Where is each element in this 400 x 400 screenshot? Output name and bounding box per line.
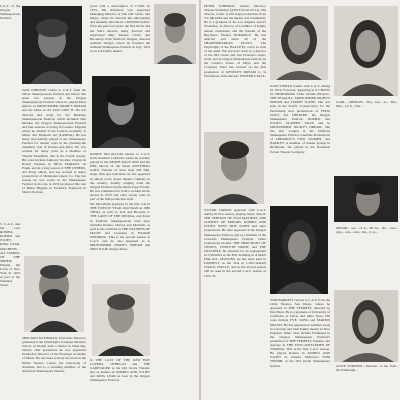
right-col-a-top-text: PETER SCHERGO, Artistic Director, Theater Workshop (ATWT) from UCLA. The director, writer of 100 stage productions from TV, DRAMA and the theater arts community. He is a graduate of the Los Angeles Actor's Workshop, is director of a number of Equity theater companies, and the founder of the Big-Show Theater ROMANCE. He has directed and acted all of the SHAKESPEAREAN PLAYS, The Playwright of the BALLETS, acted in both of the same. His previous work as a director of the Old Globe and San Francisco stage-work, and in Oregon Shakespeare festival. In the Cantor's Scene of Maya and the Conquest, Peter has worked on the first production of GENTLE'S DREAM to 'A Wind Rose of the Ravens' WINTER'S TALE. — [204, 4, 266, 78]
portrait-photo-alice-sorvino — [334, 290, 398, 362]
left-col-b-bio-text: SAM JOHNSON comes to C.A.T. from the Oliver Shakespearean Festival and before that spent two seasons as the Oregon Shakespearean Festival where he played Peter Quince in MIDSUMMER NIGHT'S DREAM and the Duke in AS YOU LIKE IT. He has directed and acted for the Berkeley Shakespearean Festival, which included Stan Dundee, the Oregon Shakespearean Festival and four seasons of acting in London, England where he studied at the London Academy of Music and Dramatic Art (LAMDA). He has many successfully played at the Shakespeare Festival for theater roles in the pleasing-the 'sunshine' role of Romeo-and-Juliet. He was worked for many years as a member of Theatre Ensemble; this is his fourth season. His roles include Anthony Strother, Charles & Robert Tennant, in DICK MARKUS. At Frank, and in a long season of THE OTHERS, and many others, and has worked at major productions of Manhattan Opera Co. The last season he was active in the Shakespeare Festival in his role in 1974 he played this role of Henry Higgins in Frederick Tennyson in Shaw's Portrait. — [22, 88, 86, 195]
portrait-photo-young-man — [92, 284, 150, 356]
page-spine — [199, 0, 201, 400]
portrait-photo-right-mid — [334, 176, 398, 222]
left-col-b-top-text: years with a subscription of 17,000. In 1973, Mr. Robinson was appointed Managing Director of The Old Globe, San Diego, where he directed the subscription and annually introduced a $500,000 deficit. Over the past four years, the Old Globe and the Star's Awards, many directed and supervised Ohio Theater Circle, and Broadway from Stratford, Oregon, directed Ashland Oregon where he founded the Ashland Shakespeare Festival in July, 1974 as an LA Equity theater. — [90, 4, 150, 54]
portrait-photo-peter-schergo — [204, 132, 264, 204]
right-col-c-top-text: CARL... MEDIAN... The... has... as... The... Dire... (at h... The... — [336, 100, 398, 109]
right-col-c-mid-text: MINOR... see... of A... He ha... his... Jose... play... role... and... the... C.A... — [336, 226, 398, 235]
right-col-b-top-text: JOAN TINKLE returns with C.A.T. during its 1974-75 period, appearing in A CHANT IN MEMORIAM. Titles include BLACK-THE SEAGULL, MIDSUMMER NIGHT'S DREAM and STREET SCENE. She was seen in the Pacific Conservatory for the Performing Arts productions of FEDA GOTT, TO THEATRE, the Oregon Shakespeare Festival, ROMEO and JULIET, SLAPPED SILLY, and in MIDSUMMER NIGHT'S DREAM. She has also worked at the Stratford Shakespeare Festival, Glendale Productions of CHEKHOV'S TWO WOMEN, and HAMLET. A member of theater groups in Richmond, she played in the Northeast Pocket Theater Company. — [270, 84, 330, 154]
portrait-photo-randy-mccallum — [92, 76, 150, 148]
left-col-d-bio-text: RANDY McCALLUM returns to C.A.T. from Southern California where he recently played in the DEATH RACE 2000 and the NBC Movie of the Week ANYTHING GOES. Veteran of more than 200 film, stage, film and television, he has appeared in almost every major theater company in the country, notably ranging from the Oregon Festival and the Mark Taper Forum. He was nominated for both a Golden Globe Award in 1976 and other screen roles as part of the film production staff. Mr. McCallum appeared in the title role in THE TWELVE YEAR OLD MAN in 1980 Tiffany, as well as Jack and Brownie to THE LADY OF THE DECIDA, and Pavel in TANGO. Shakespearean roles have included Romeo, Oberon and Macbeth, as well as the Cardinal in THE DUCHESS OF MALFI and Leonardo in BLOOD WEDDING. This is his second season at C.A.T. and he also appeared as A MIDSUMMER NIGHT'S DREAM and MISS JULIE among others. — [90, 152, 150, 252]
right-col-b-bio-text: TOM BARRETT returns to C.A.T. from the Little Theater, San Diego, where he appeared in THE TEMPEST, directed by Dan Moss. He is a graduate of University of California at Davis and Ohio State. His roles include EVE, SONG and MARTIN DECEIT. He has appeared in summer stock in Colorado and with Equity theater in New England. Other roles include Ferdinand in the Oregon Shakespeare Festival's production of THE TEMPEST, Faustus, and Antonio in THE TWO GENTLEMEN OF VERONA. This is his first C.A.T. season. He played Romeo in ROMEO AND JULIET in Charles Marlowe's TOM THUMB, at the Old Globe Shakespeare festival. — [270, 298, 330, 368]
right-col-c-bottom-text: ALICE SORVINO... Duncan... is the Tom... the Edinburgh... — [336, 364, 398, 373]
right-col-a-mid-text: VICTOR TAPPAN appeared with C.A.T. during its first season, playing major roles in THE SERVANT OF TWO MASTERS, THE COMEDY OF ERRORS, ROMEO AND JULIET, WEST SIDE STORY and other productions. He then appeared at the Oregon Shakespeare Festival, and as a member of the Colorado Shakespeare Festival. Other productions include THE MERCHANT OF VENICE, TWELFTH NIGHT, and THE CRUCIBLE. He returned for an engagement in CYRANO as the Pill. Standing in A MAN FOR ALL SEASONS, he has been seen in EARNEST, as the Jack in CAUCASIAN CHALK CIRCLE, and in his second season will be seen in the second C.A.T. season of 1975-76. — [204, 208, 266, 278]
portrait-photo-left-page-right-top — [154, 4, 196, 64]
left-col-a-top-text: C.A.T. of the Oregon Shakespearean Festival, — [0, 4, 21, 21]
portrait-photo-sam-johnson — [22, 6, 82, 84]
left-col-a-mid-text: S. C.A.T., and his own ROMEO, ROMEO and JULIET, KING LEAR, MACBETH, and TAMING OF THE SHREW, Playing the Lover of New York in 1974 as part of the Standard Stock. — [0, 222, 20, 288]
left-col-c-bio-text: SHELDON KLEINMAN, Executive Director, graduated from Pittsburgh's Carnegie Mellon's School of Drama with a master in Directing. Shortly after graduation he was appointed Production Director of the Brooklyn Academy of Music. He has been actively involved in the Dallas Theater Center, the University of Alabama, and is a founding member of the American Shakespeare Theatre. — [22, 336, 86, 373]
portrait-photo-carl-right-top — [334, 6, 398, 96]
portrait-photo-tom-barrett — [270, 206, 328, 294]
portrait-photo-joan-tinkle — [270, 6, 328, 80]
portrait-photo-sheldon-kleinman — [24, 256, 84, 332]
left-col-d-bottom-text: in THE LAST OF THE RED HOT LOVERS, OTHELLO and THE CARETAKER at the Old Globe Theater, and as Romeo in ROMEO AND JULIET and KING LEAR as Lear in the Oregon Shakespeare Festival. — [90, 358, 150, 383]
